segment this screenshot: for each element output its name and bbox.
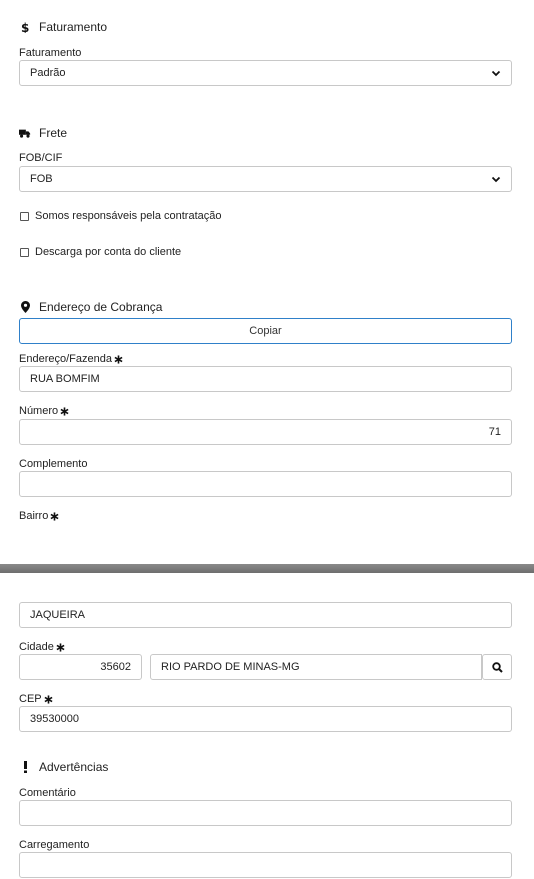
complement-input[interactable] <box>19 471 512 497</box>
page-divider <box>0 564 534 573</box>
asterisk-icon <box>50 512 59 521</box>
svg-text:$: $ <box>21 21 30 33</box>
address-label <box>19 353 123 365</box>
copy-button[interactable]: Copiar <box>19 318 512 344</box>
city-label <box>19 641 65 653</box>
dollar-icon <box>19 21 31 33</box>
warnings-title: Advertências <box>39 760 109 774</box>
billing-select[interactable] <box>19 60 512 86</box>
asterisk-icon <box>60 407 69 416</box>
exclamation-icon <box>19 761 31 773</box>
city-code-input[interactable] <box>19 654 142 680</box>
cep-label <box>19 693 53 705</box>
billing-select-value: Padrão <box>30 67 66 79</box>
fobcif-select[interactable] <box>19 166 512 192</box>
number-label-text: Número <box>19 405 59 417</box>
city-name-input[interactable] <box>150 654 482 680</box>
city-search-button[interactable] <box>482 654 512 680</box>
address-input-value: RUA BOMFIM <box>30 373 100 385</box>
cep-label-text: CEP <box>19 693 42 705</box>
address-title: Endereço de Cobrança <box>39 300 163 314</box>
number-input-value: 71 <box>488 426 501 438</box>
comment-label: Comentário <box>19 787 76 799</box>
unload-checkbox-label: Descarga por conta do cliente <box>35 246 182 258</box>
district-label-text: Bairro <box>19 510 49 522</box>
address-section-title <box>19 300 162 314</box>
billing-field-label: Faturamento <box>19 47 82 59</box>
comment-input[interactable] <box>19 800 512 826</box>
loading-label: Carregamento <box>19 839 90 851</box>
asterisk-icon <box>56 643 65 652</box>
cep-input[interactable] <box>19 706 512 732</box>
chevron-down-icon <box>491 174 501 184</box>
address-label-text: Endereço/Fazenda <box>19 353 112 365</box>
number-input[interactable] <box>19 419 512 445</box>
billing-title: Faturamento <box>39 20 108 34</box>
freight-section-title <box>19 126 67 140</box>
number-label <box>19 405 69 417</box>
warnings-section-title <box>19 760 108 774</box>
city-code-value: 35602 <box>100 661 131 673</box>
contract-checkbox-label: Somos responsáveis pela contratação <box>35 210 222 222</box>
city-name-value: RIO PARDO DE MINAS-MG <box>161 661 300 673</box>
freight-title: Frete <box>39 126 68 140</box>
fobcif-label: FOB/CIF <box>19 152 63 164</box>
asterisk-icon <box>44 695 53 704</box>
cep-input-value: 39530000 <box>30 713 79 725</box>
contract-checkbox[interactable] <box>20 212 29 221</box>
city-label-text: Cidade <box>19 641 54 653</box>
unload-checkbox[interactable] <box>20 248 29 257</box>
truck-icon <box>19 127 31 139</box>
district-input-value: JAQUEIRA <box>30 609 86 621</box>
chevron-down-icon <box>491 68 501 78</box>
address-input[interactable] <box>19 366 512 392</box>
fobcif-select-value: FOB <box>30 173 53 185</box>
contract-checkbox-row[interactable] <box>20 210 222 222</box>
billing-section-title <box>19 20 107 34</box>
map-marker-icon <box>19 301 31 313</box>
unload-checkbox-row[interactable] <box>20 246 181 258</box>
district-label <box>19 510 59 522</box>
search-icon <box>492 662 503 673</box>
loading-input[interactable] <box>19 852 512 878</box>
complement-label: Complemento <box>19 458 88 470</box>
district-input[interactable] <box>19 602 512 628</box>
asterisk-icon <box>114 355 123 364</box>
